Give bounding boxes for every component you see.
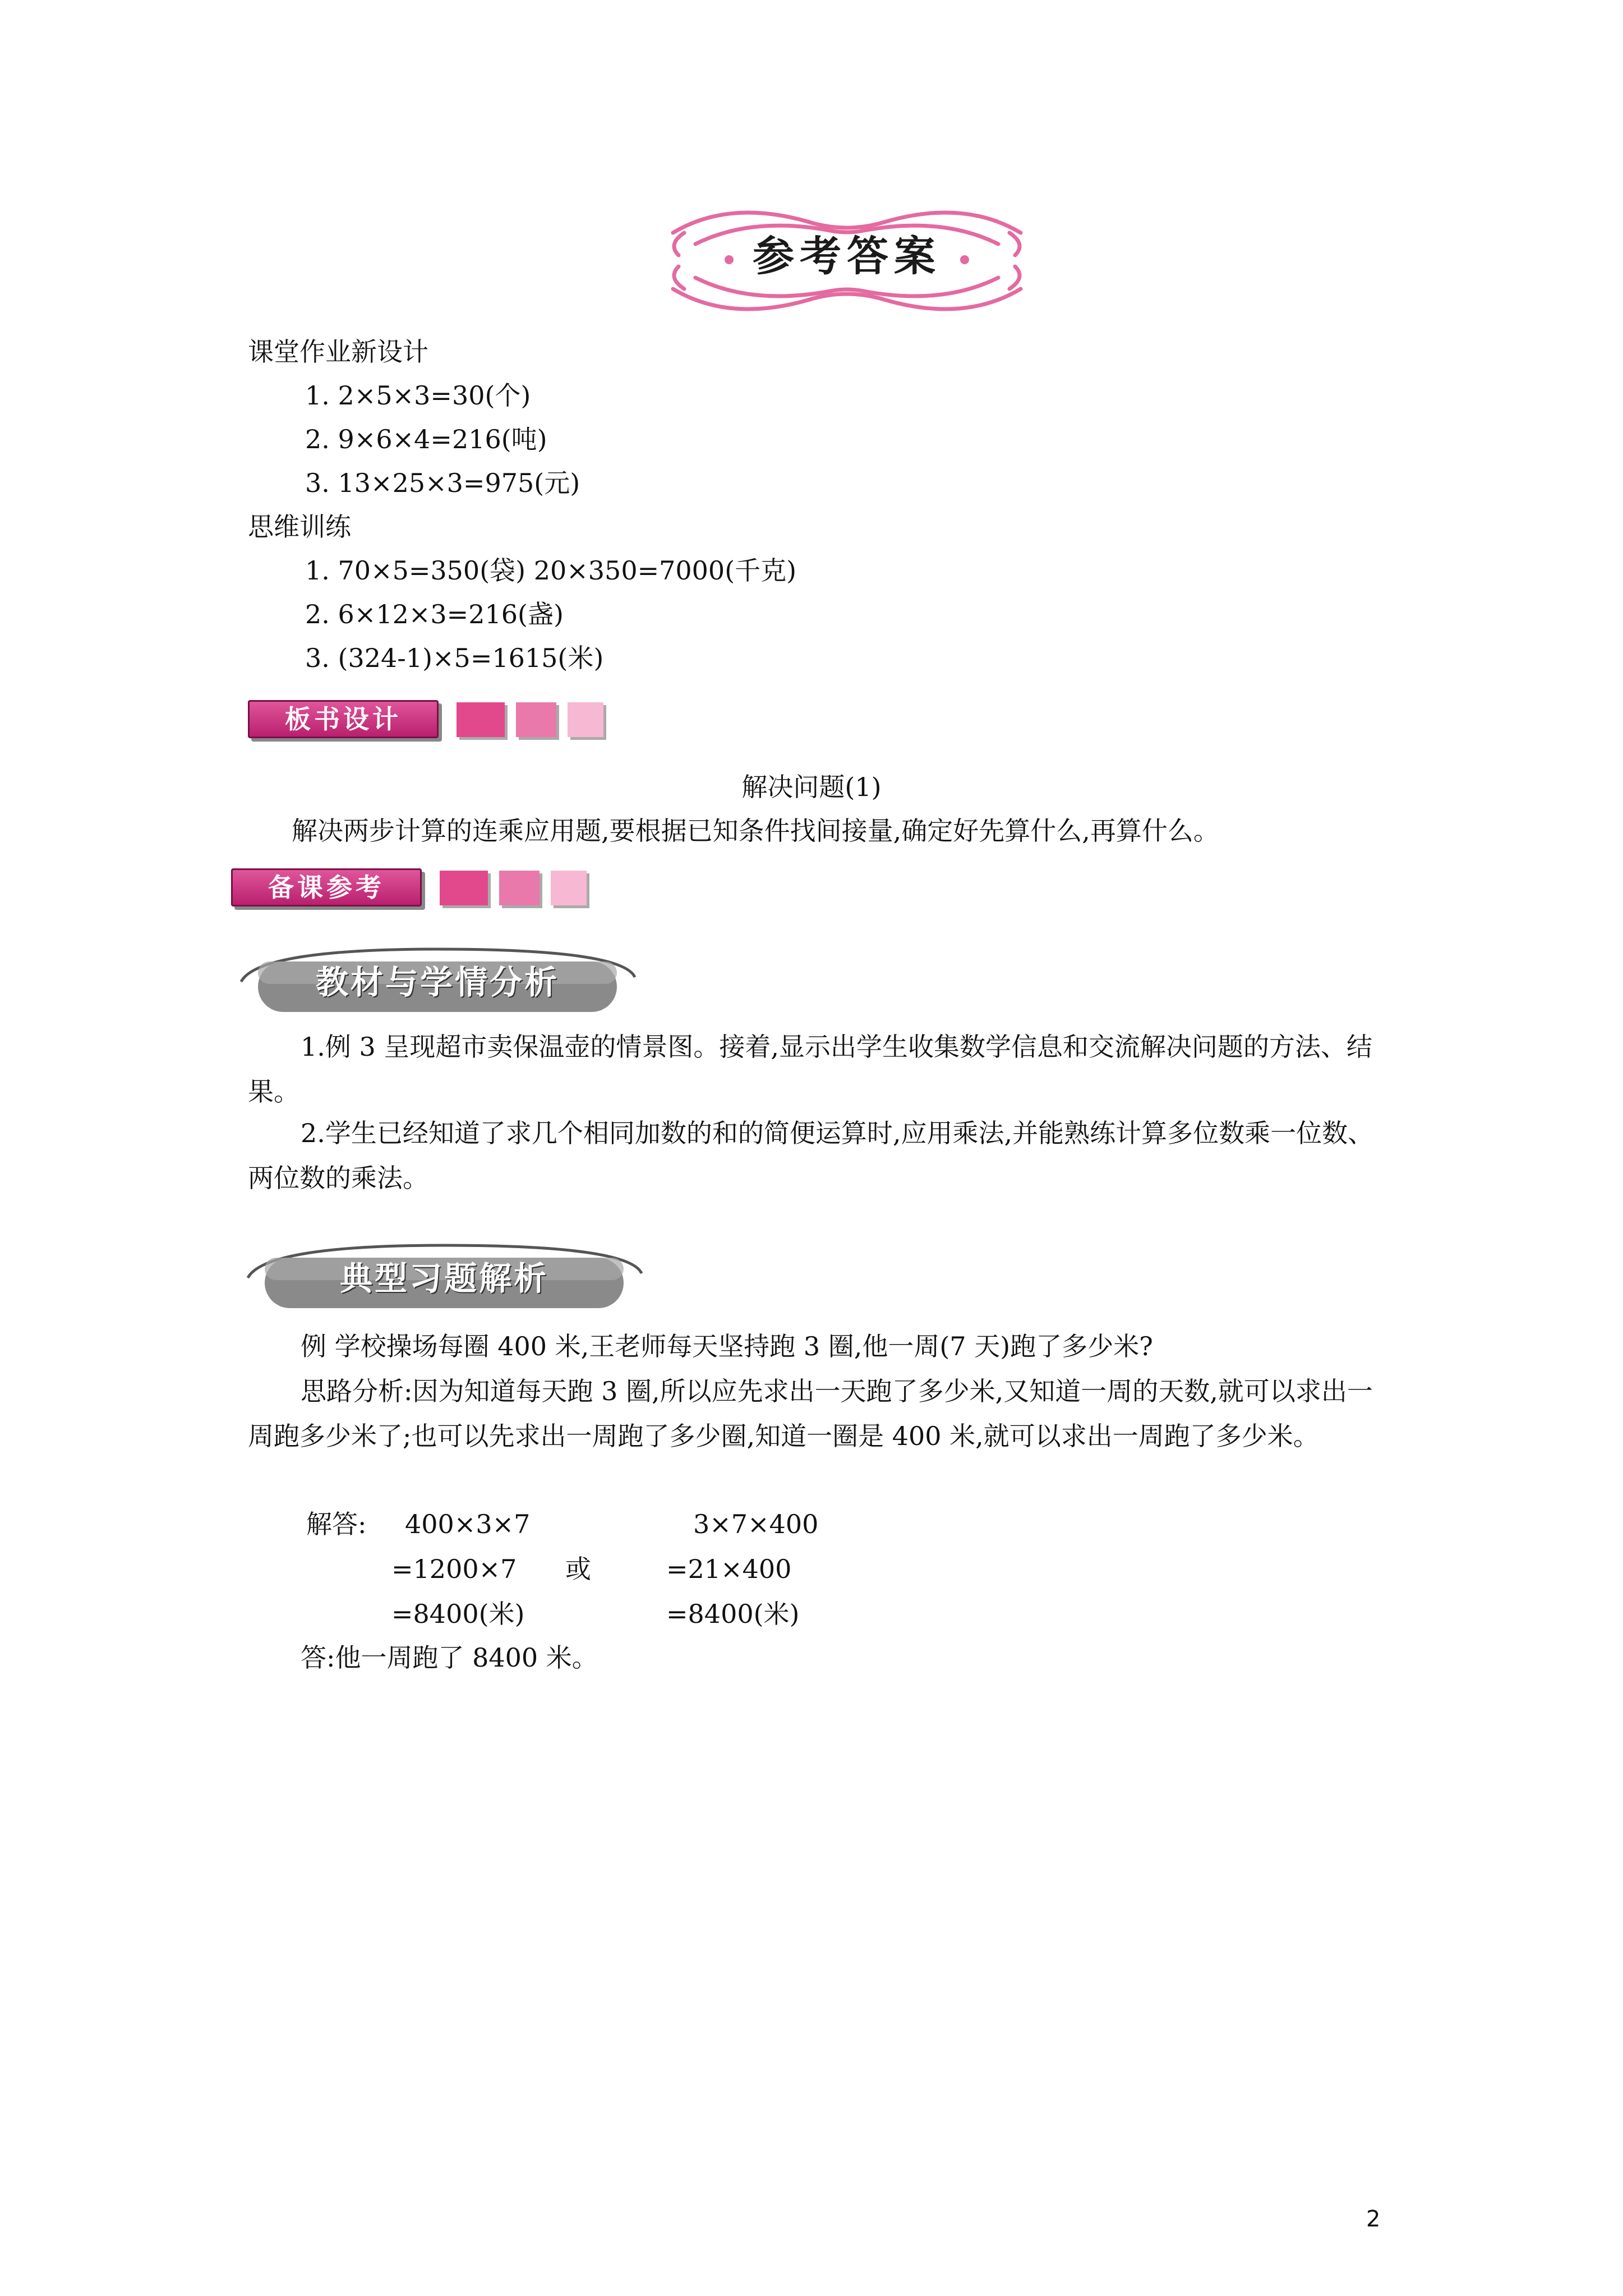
banner-square — [551, 871, 587, 905]
banner-square — [499, 871, 540, 905]
heading-textbook-analysis — [236, 942, 639, 1015]
section-heading-thinking: 思维训练 — [248, 512, 351, 542]
answer-item: 2. 6×12×3=216(盏) — [305, 599, 564, 629]
banner-label: 板书设计 — [248, 700, 439, 738]
method2-line: =21×400 — [666, 1554, 792, 1584]
section-heading-classwork: 课堂作业新设计 — [248, 337, 428, 367]
page-number: 2 — [1366, 2206, 1381, 2232]
answer-item: 2. 9×6×4=216(吨) — [305, 424, 547, 454]
method1-line: =8400(米) — [391, 1599, 525, 1629]
or-label: 或 — [565, 1554, 591, 1584]
heading-text: 教材与学情分析 — [315, 963, 559, 1001]
final-answer: 答:他一周跑了 8400 米。 — [301, 1642, 598, 1673]
banner-square — [457, 702, 505, 737]
answer-item: 3. 13×25×3=975(元) — [305, 468, 580, 498]
page-title: 参考答案 — [753, 232, 941, 280]
board-text: 解决两步计算的连乘应用题,要根据已知条件找间接量,确定好先算什么,再算什么。 — [292, 816, 1219, 846]
board-title: 解决问题(1) — [741, 772, 882, 802]
method2-line: 3×7×400 — [693, 1509, 819, 1539]
answer-item: 3. (324-1)×5=1615(米) — [305, 643, 604, 673]
heading-typical-exercises — [242, 1239, 646, 1312]
analysis-paragraph-2: 2.学生已经知道了求几个相同加数的和的简便运算时,应用乘法,并能熟练计算多位数乘一位数、两位数的乘法。 — [248, 1118, 1374, 1193]
example-question: 例 学校操场每圈 400 米,王老师每天坚持跑 3 圈,他一周(7 天)跑了多少米? — [301, 1331, 1153, 1361]
heading-text: 典型习题解析 — [339, 1259, 548, 1297]
method1-line: 400×3×7 — [405, 1509, 531, 1539]
method2-line: =8400(米) — [666, 1599, 800, 1629]
method1-line: =1200×7 — [391, 1554, 517, 1584]
banner-label: 备课参考 — [231, 868, 422, 907]
answer-item: 1. 2×5×3=30(个) — [305, 380, 531, 411]
solution-label: 解答: — [306, 1509, 367, 1539]
answer-item: 1. 70×5=350(袋) 20×350=7000(千克) — [305, 555, 797, 586]
solution-analysis: 思路分析:因为知道每天跑 3 圈,所以应先求出一天跑了多少米,又知道一周的天数,就可以求出一周跑多少米了;也可以先求出一周跑了多少圈,知道一圈是 400 米,就可以求出一周跑了多少米。 — [248, 1376, 1373, 1451]
banner-square — [516, 702, 556, 737]
banner-square — [568, 702, 603, 737]
analysis-paragraph-1: 1.例 3 呈现超市卖保温壶的情景图。接着,显示出学生收集数学信息和交流解决问题的方法、结果。 — [248, 1032, 1373, 1107]
banner-square — [440, 871, 488, 905]
